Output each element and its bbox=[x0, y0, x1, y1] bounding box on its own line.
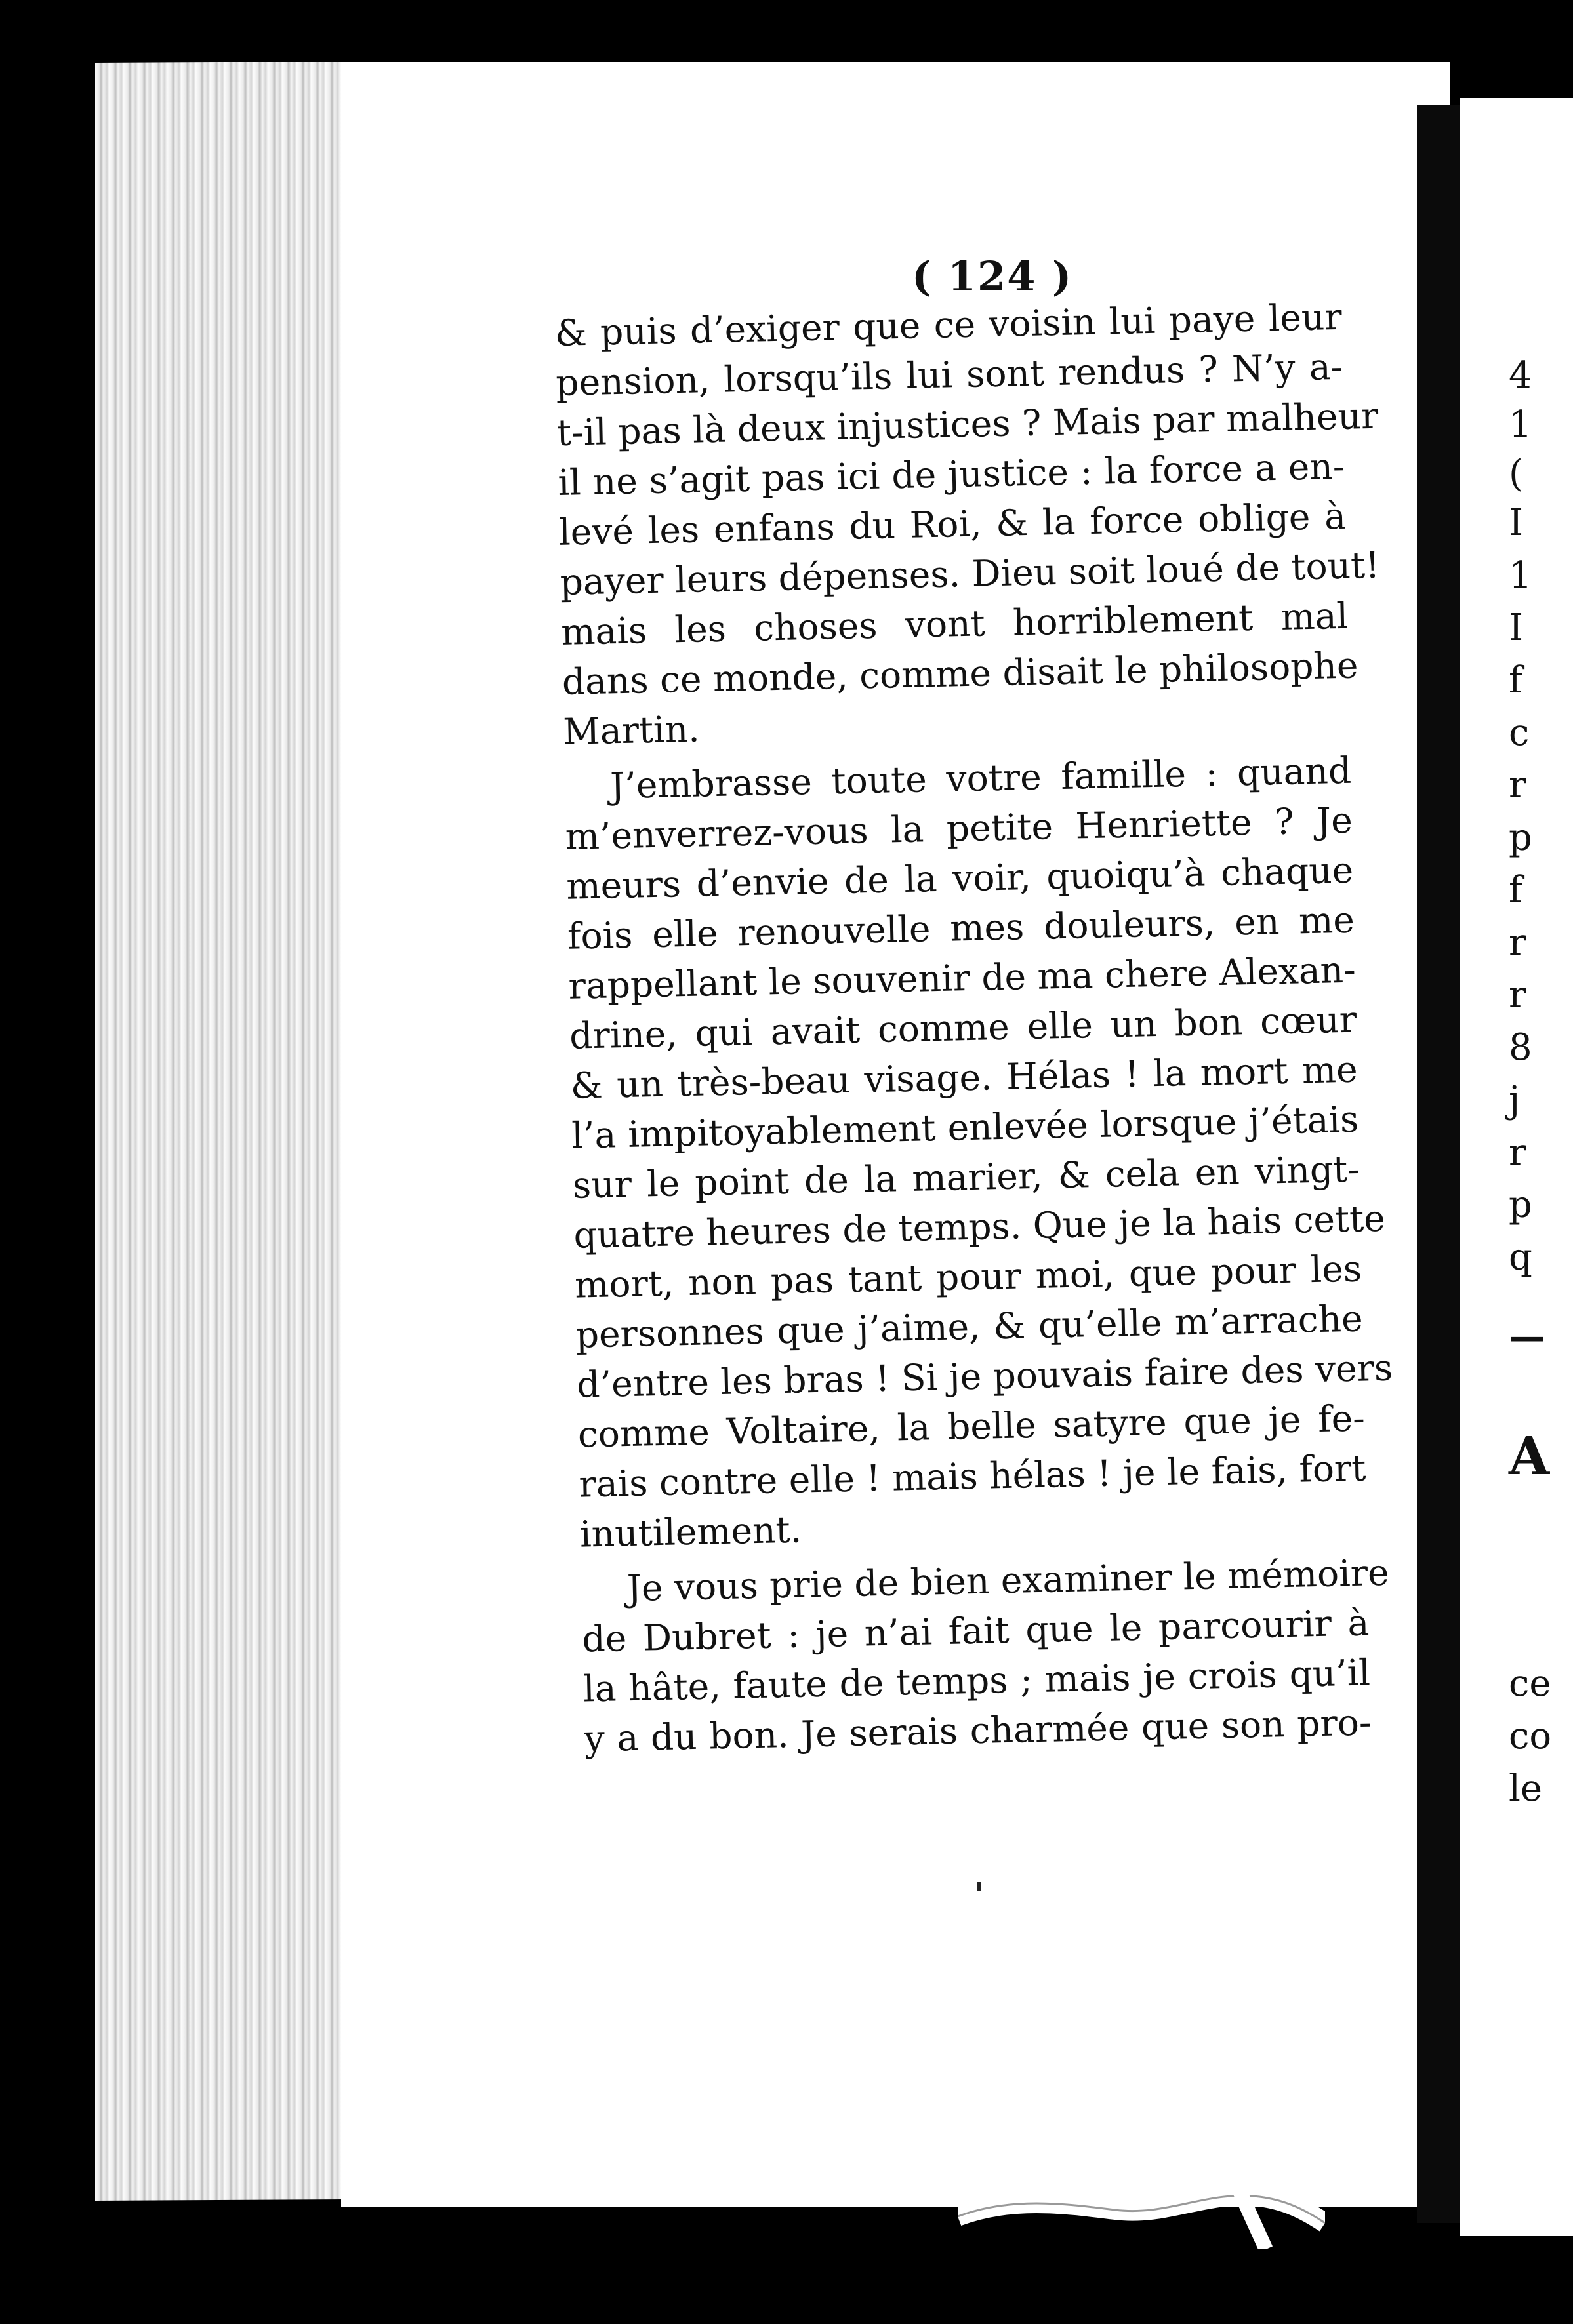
text-line: & puis d’exiger que ce voisin lui paye leur bbox=[554, 295, 1343, 354]
right-page-letter: A bbox=[1509, 1425, 1550, 1487]
text-line: meurs d’envie de la voir, quoiqu’à chaque bbox=[565, 849, 1354, 908]
text-line: J’embrasse toute votre famille : quand bbox=[609, 749, 1352, 807]
body-text bbox=[554, 292, 1393, 1764]
text-line: de Dubret : je n’ai fait que le parcourir à bbox=[581, 1601, 1370, 1660]
right-page-letter: — bbox=[1509, 1315, 1545, 1358]
ribbon-bookmark bbox=[958, 2171, 1325, 2249]
right-page-letter: 8 bbox=[1509, 1026, 1532, 1069]
book-gutter bbox=[1417, 105, 1460, 2223]
text-line: l’a impitoyablement enlevée lorsque j’étais bbox=[571, 1098, 1359, 1157]
right-page-letter: 1 bbox=[1509, 554, 1532, 597]
text-line: rais contre elle ! mais hélas ! je le fais, fort bbox=[578, 1447, 1366, 1506]
text-line: payer leurs dépenses. Dieu soit loué de tout! bbox=[560, 544, 1380, 603]
text-line: il ne s’agit pas ici de justice : la force a en- bbox=[557, 445, 1345, 504]
text-line: personnes que j’aime, & qu’elle m’arrache bbox=[575, 1297, 1364, 1356]
text-line: comme Voltaire, la belle satyre que je fe- bbox=[577, 1397, 1366, 1456]
right-page-letter: I bbox=[1509, 607, 1524, 649]
text-line: Martin. bbox=[562, 708, 701, 753]
right-page-letter: r bbox=[1509, 921, 1526, 964]
right-page-letter: 1 bbox=[1509, 403, 1532, 446]
text-line: inutilement. bbox=[579, 1508, 802, 1555]
right-page-letter: p bbox=[1509, 816, 1532, 859]
right-page-letter: f bbox=[1509, 659, 1522, 702]
right-page-letter: le bbox=[1509, 1767, 1543, 1810]
right-page-fragment bbox=[1460, 98, 1573, 2236]
right-page-letter: c bbox=[1509, 711, 1530, 754]
text-line: mais les choses vont horriblement mal bbox=[560, 594, 1349, 653]
right-page-letter: 4 bbox=[1509, 354, 1532, 397]
page-number: ( 124 ) bbox=[912, 252, 1073, 300]
text-line: y a du bon. Je serais charmée que son pro- bbox=[584, 1701, 1372, 1760]
right-page-letter: r bbox=[1509, 974, 1526, 1016]
text-line: Je vous prie de bien examiner le mémoire bbox=[626, 1551, 1390, 1610]
text-line: levé les enfans du Roi, & la force oblige à bbox=[558, 494, 1347, 553]
right-page-letter: q bbox=[1509, 1236, 1532, 1279]
text-line: d’entre les bras ! Si je pouvais faire des vers bbox=[576, 1346, 1393, 1406]
page-edge bbox=[95, 62, 344, 2201]
text-line: m’enverrez-vous la petite Henriette ? Je bbox=[565, 799, 1353, 858]
ink-mark bbox=[977, 1882, 981, 1891]
right-page-letter: r bbox=[1509, 764, 1526, 807]
text-line: t-il pas là deux injustices ? Mais par malheur bbox=[556, 394, 1379, 454]
text-line: quatre heures de temps. Que je la hais cette bbox=[573, 1197, 1386, 1256]
text-line: sur le point de la marier, & cela en vingt- bbox=[572, 1148, 1360, 1207]
text-line: mort, non pas tant pour moi, que pour les bbox=[574, 1247, 1362, 1306]
text-line: fois elle renouvelle mes douleurs, en me bbox=[567, 898, 1355, 957]
text-line: & un très-beau visage. Hélas ! la mort me bbox=[570, 1048, 1358, 1107]
text-line: pension, lorsqu’ils lui sont rendus ? N’y a- bbox=[555, 345, 1343, 404]
text-line: dans ce monde, comme disait le philosophe bbox=[562, 644, 1359, 703]
right-page-letter: co bbox=[1509, 1715, 1552, 1757]
text-line: drine, qui avait comme elle un bon cœur bbox=[569, 998, 1357, 1057]
right-page-letter: p bbox=[1509, 1184, 1532, 1226]
right-page-letter: ce bbox=[1509, 1662, 1551, 1705]
right-page-letter: j bbox=[1509, 1079, 1521, 1121]
right-page-letter: ( bbox=[1509, 452, 1523, 495]
text-line: rappellant le souvenir de ma chere Alexan- bbox=[567, 948, 1357, 1007]
right-page-letter: r bbox=[1509, 1131, 1526, 1174]
text-line: la hâte, faute de temps ; mais je crois qu’il bbox=[582, 1651, 1371, 1710]
right-page-letter: I bbox=[1509, 502, 1524, 544]
right-page-letter: f bbox=[1509, 869, 1522, 912]
